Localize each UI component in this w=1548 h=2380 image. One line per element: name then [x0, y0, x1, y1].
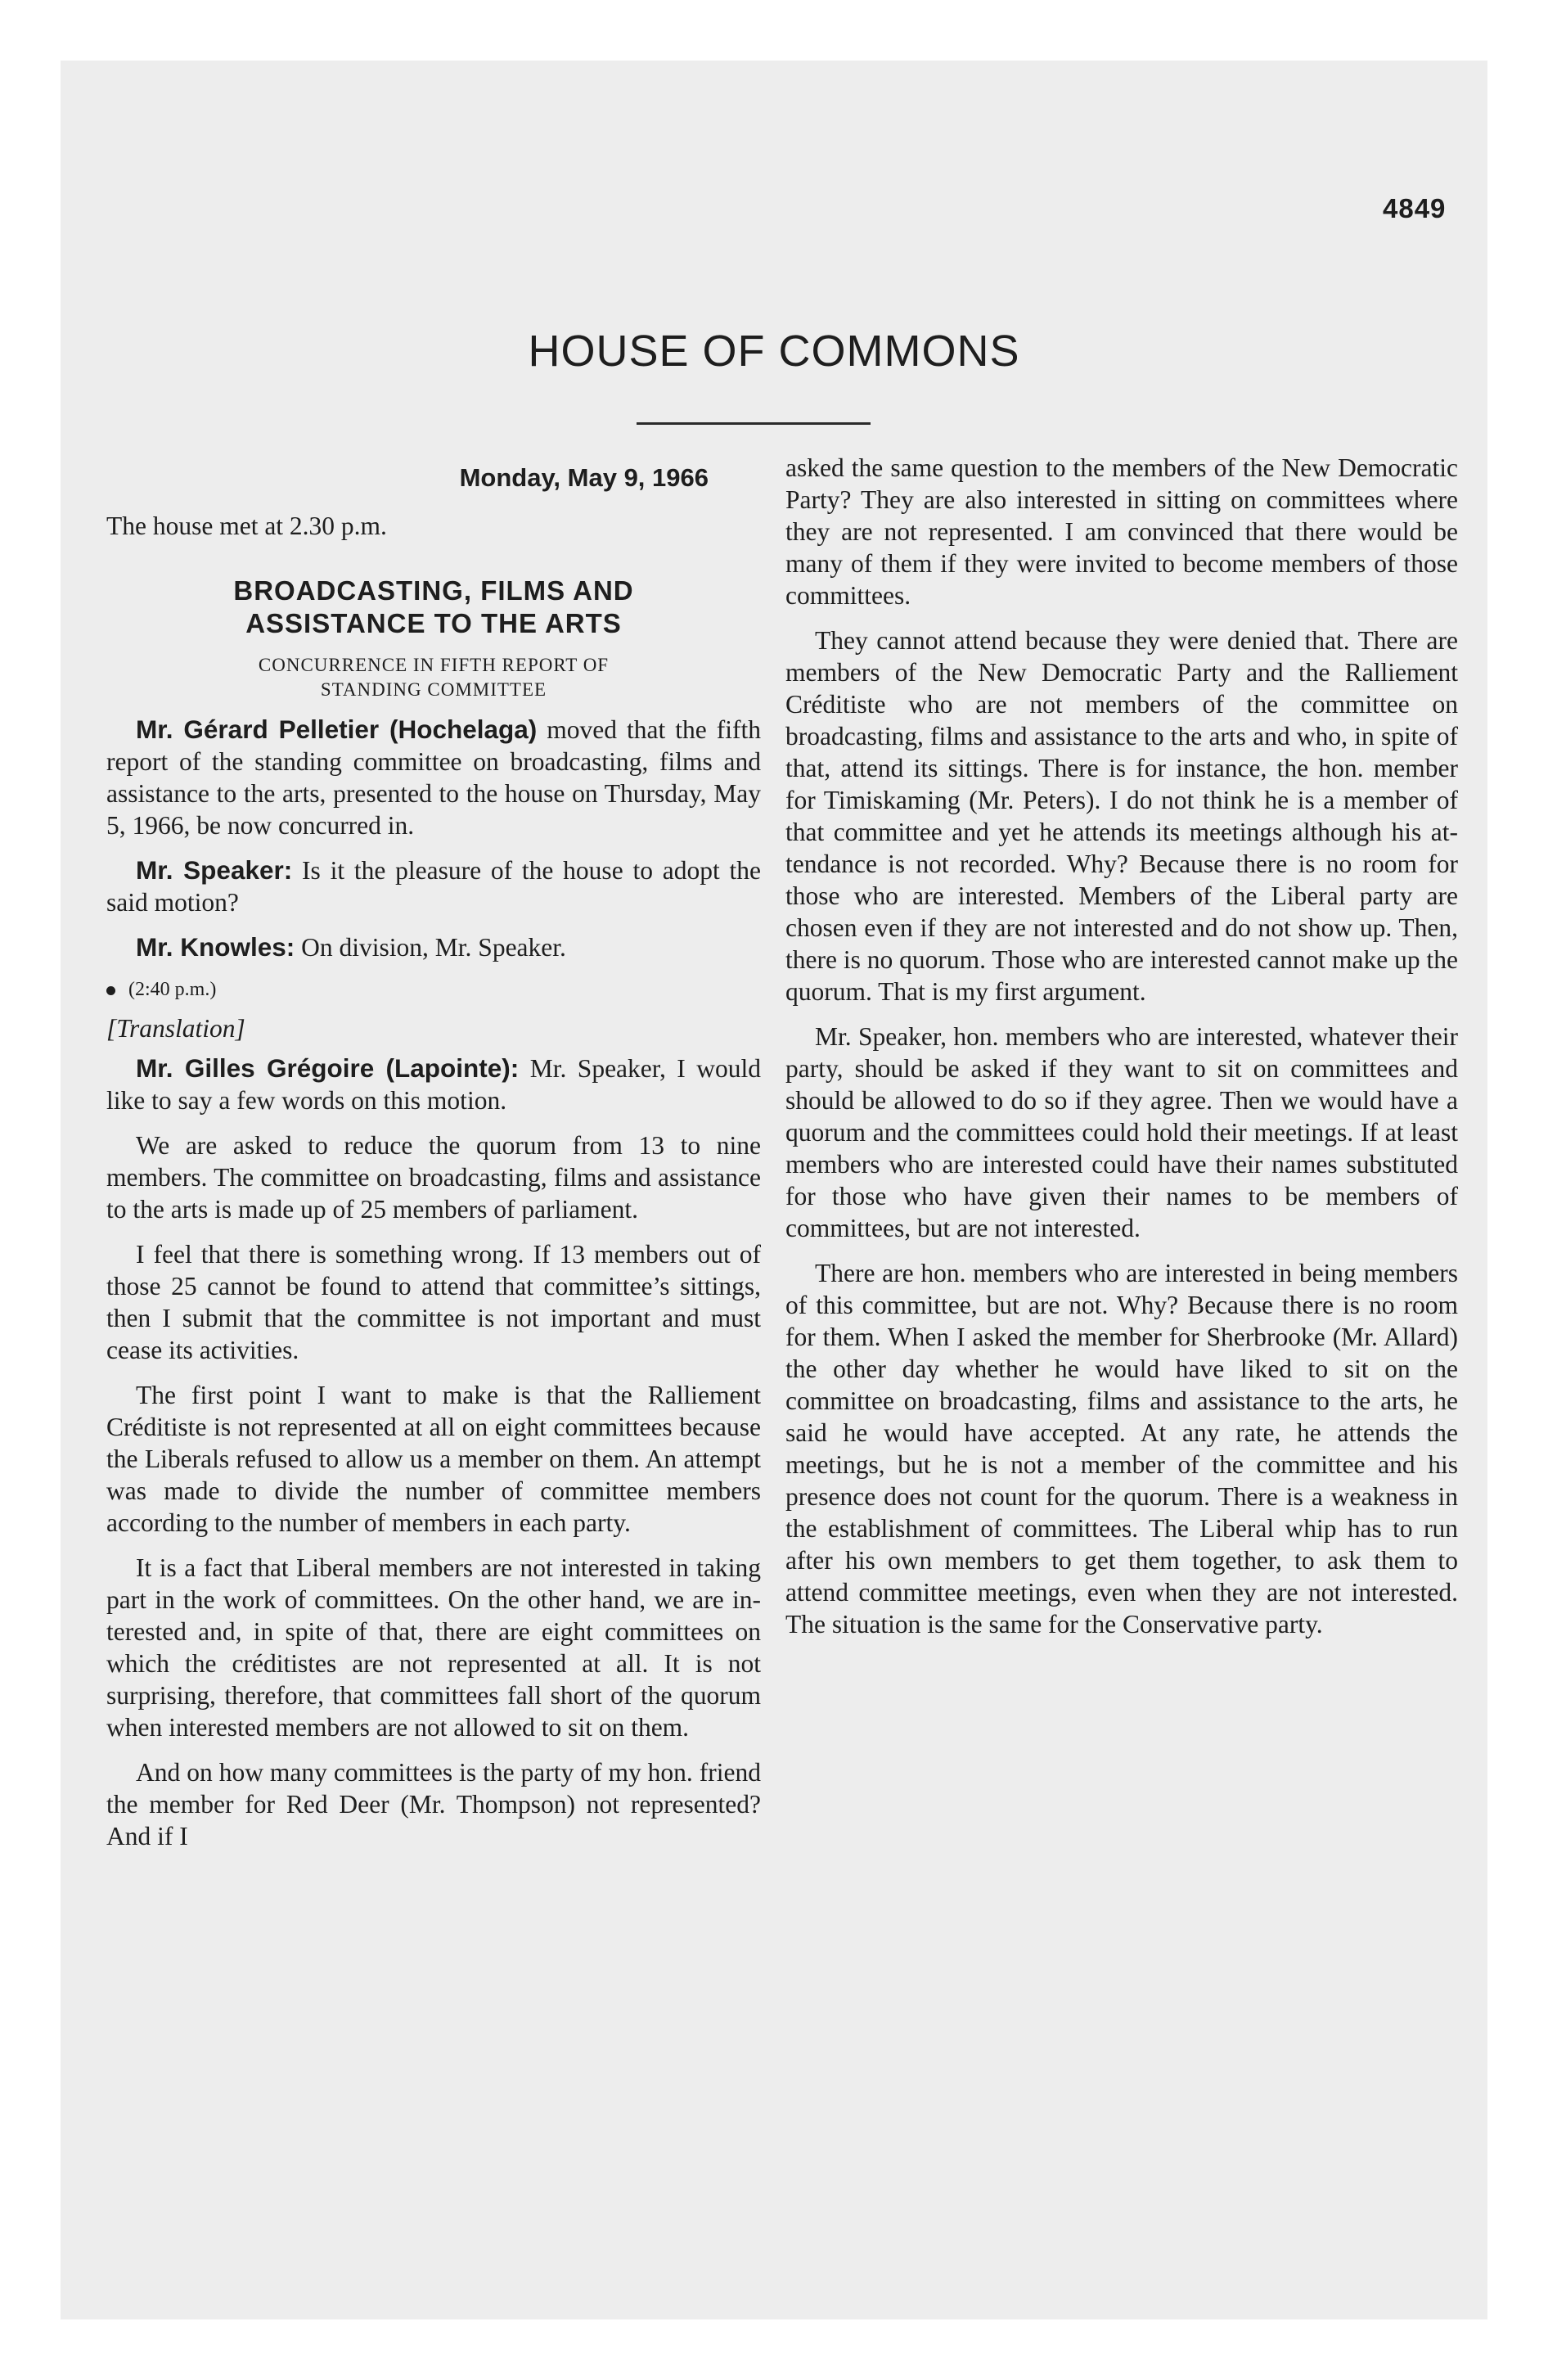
bullet-icon: [106, 986, 115, 995]
paragraph: We are asked to reduce the quorum from 13 to nine members. The committee on broadcasting, films and assistance to the arts is made up of 25 members of parliament.: [106, 1131, 761, 1224]
paragraph: And on how many committees is the party of my hon. friend the member for Red Deer (Mr. Thompson) not represented? And if I: [106, 1758, 761, 1850]
section-heading-line-1: BROADCASTING, FILMS AND: [233, 575, 634, 606]
title-rule: [637, 422, 871, 425]
paragraph-text: On division, Mr. Speaker.: [295, 933, 566, 962]
paragraph: Mr. Speaker, hon. members who are interested, whatever their party, should be asked if they want to sit on committees and should be allowed to do so if they agree. Then we would have a quorum and the committees could hold their meetings. If at least members who are interested could have their names substituted for those who have given their names to be members of committees, but are not interested.: [785, 1022, 1458, 1242]
paragraph: asked the same question to the members of the New Democratic Party? They are also interested in sitting on committees where they are not represented. I am convinced that there would be many of them if they were invited to become members of those committees.: [785, 453, 1458, 610]
paragraph-text: Mr. Speaker, I would like to say a few words on this motion.: [106, 1054, 761, 1115]
paragraph: It is a fact that Liberal members are not interested in taking part in the work of committees. On the other hand, we are interested and, in spite of that, there are eight committees on which the créditistes are not represented at all. It is not surprising, therefore, that committees fall short of the quorum when interested members are not allowed to sit on them.: [106, 1553, 761, 1742]
paragraph-text: moved that the fifth report of the standing committee on broadcasting, films and assistance to the arts, presented to the house on Thursday, May 5, 1966, be now concurred in.: [106, 715, 761, 840]
page-number: 4849: [1383, 193, 1447, 223]
paragraph-knowles: [106, 931, 761, 963]
speaker-name: Mr. Knowles:: [136, 932, 295, 962]
paragraph: The first point I want to make is that the Ralliement Créditiste is not represented at all on eight committees because the Liberals refused to allow us a member on them. An attempt was made to divide the number of committee members according to the number of members in each party.: [106, 1381, 761, 1537]
subheading-line-1: CONCURRENCE IN FIFTH REPORT OF: [258, 655, 610, 675]
speaker-name: Mr. Gilles Grégoire (Lapointe):: [136, 1053, 520, 1083]
speaker-name: Mr. Gérard Pelletier (Hochelaga): [136, 714, 538, 744]
translation-note: [Translation]: [106, 1014, 245, 1043]
subheading-line-2: STANDING COMMITTEE: [320, 679, 547, 700]
paragraph: I feel that there is something wrong. If 13 members out of those 25 cannot be found to attend that committee’s sittings, then I submit that the committee is not important and must cease its activities.: [106, 1240, 761, 1364]
paragraph: They cannot attend because they were denied that. There are members of the New Democratic Party and the Ralliement Créditiste who are not members of the committee on broadcasting, films and assistance to the arts and who, in spite of that, attend its sittings. There is for instance, the hon. member for Timiskaming (Mr. Peters). I do not think he is a member of that committee and yet he attends its meetings although his attendance is not recorded. Why? Because there is no room for those who are interested. Members of the Liberal party are chosen even if they are not interested and do not show up. Then, there is no quorum. Those who are interested cannot make up the quorum. That is my first argument.: [785, 626, 1458, 1006]
meeting-time: The house met at 2.30 p.m.: [106, 512, 387, 540]
left-column: [106, 452, 761, 1865]
time-marker-text: (2:40 p.m.): [128, 979, 217, 1000]
paragraph: There are hon. members who are interested in being members of this committee, but are not. Why? Because there is no room for them. When I asked the member for Sherbrooke (Mr. Allard) the other day whether he would have liked to sit on the committee on broadcasting, films and assistance to the arts, he said he would have accepted. At any rate, he attends the meetings, but he is not a member of the committee and his presence does not count for the quorum. There is a weakness in the establishment of committees. The Liberal whip has to run after his own members to get them together, to ask them to attend committee meetings, even when they are not interested. The situation is the same for the Conservative party.: [785, 1259, 1458, 1639]
section-subheading: [106, 653, 761, 702]
speaker-name: Mr. Speaker:: [136, 855, 293, 885]
time-marker: [106, 976, 761, 1003]
page-title: HOUSE OF COMMONS: [528, 327, 1020, 376]
section-heading: [106, 575, 761, 640]
right-column: [785, 452, 1458, 1653]
paragraph-gregoire: [106, 1053, 761, 1116]
sitting-date: Monday, May 9, 1966: [459, 463, 709, 492]
paragraph-speaker-question: [106, 854, 761, 918]
paragraph-text: Is it the pleasure of the house to adopt the said motion?: [106, 856, 762, 917]
paragraph-motion: [106, 714, 761, 841]
section-heading-line-2: ASSISTANCE TO THE ARTS: [245, 608, 622, 638]
